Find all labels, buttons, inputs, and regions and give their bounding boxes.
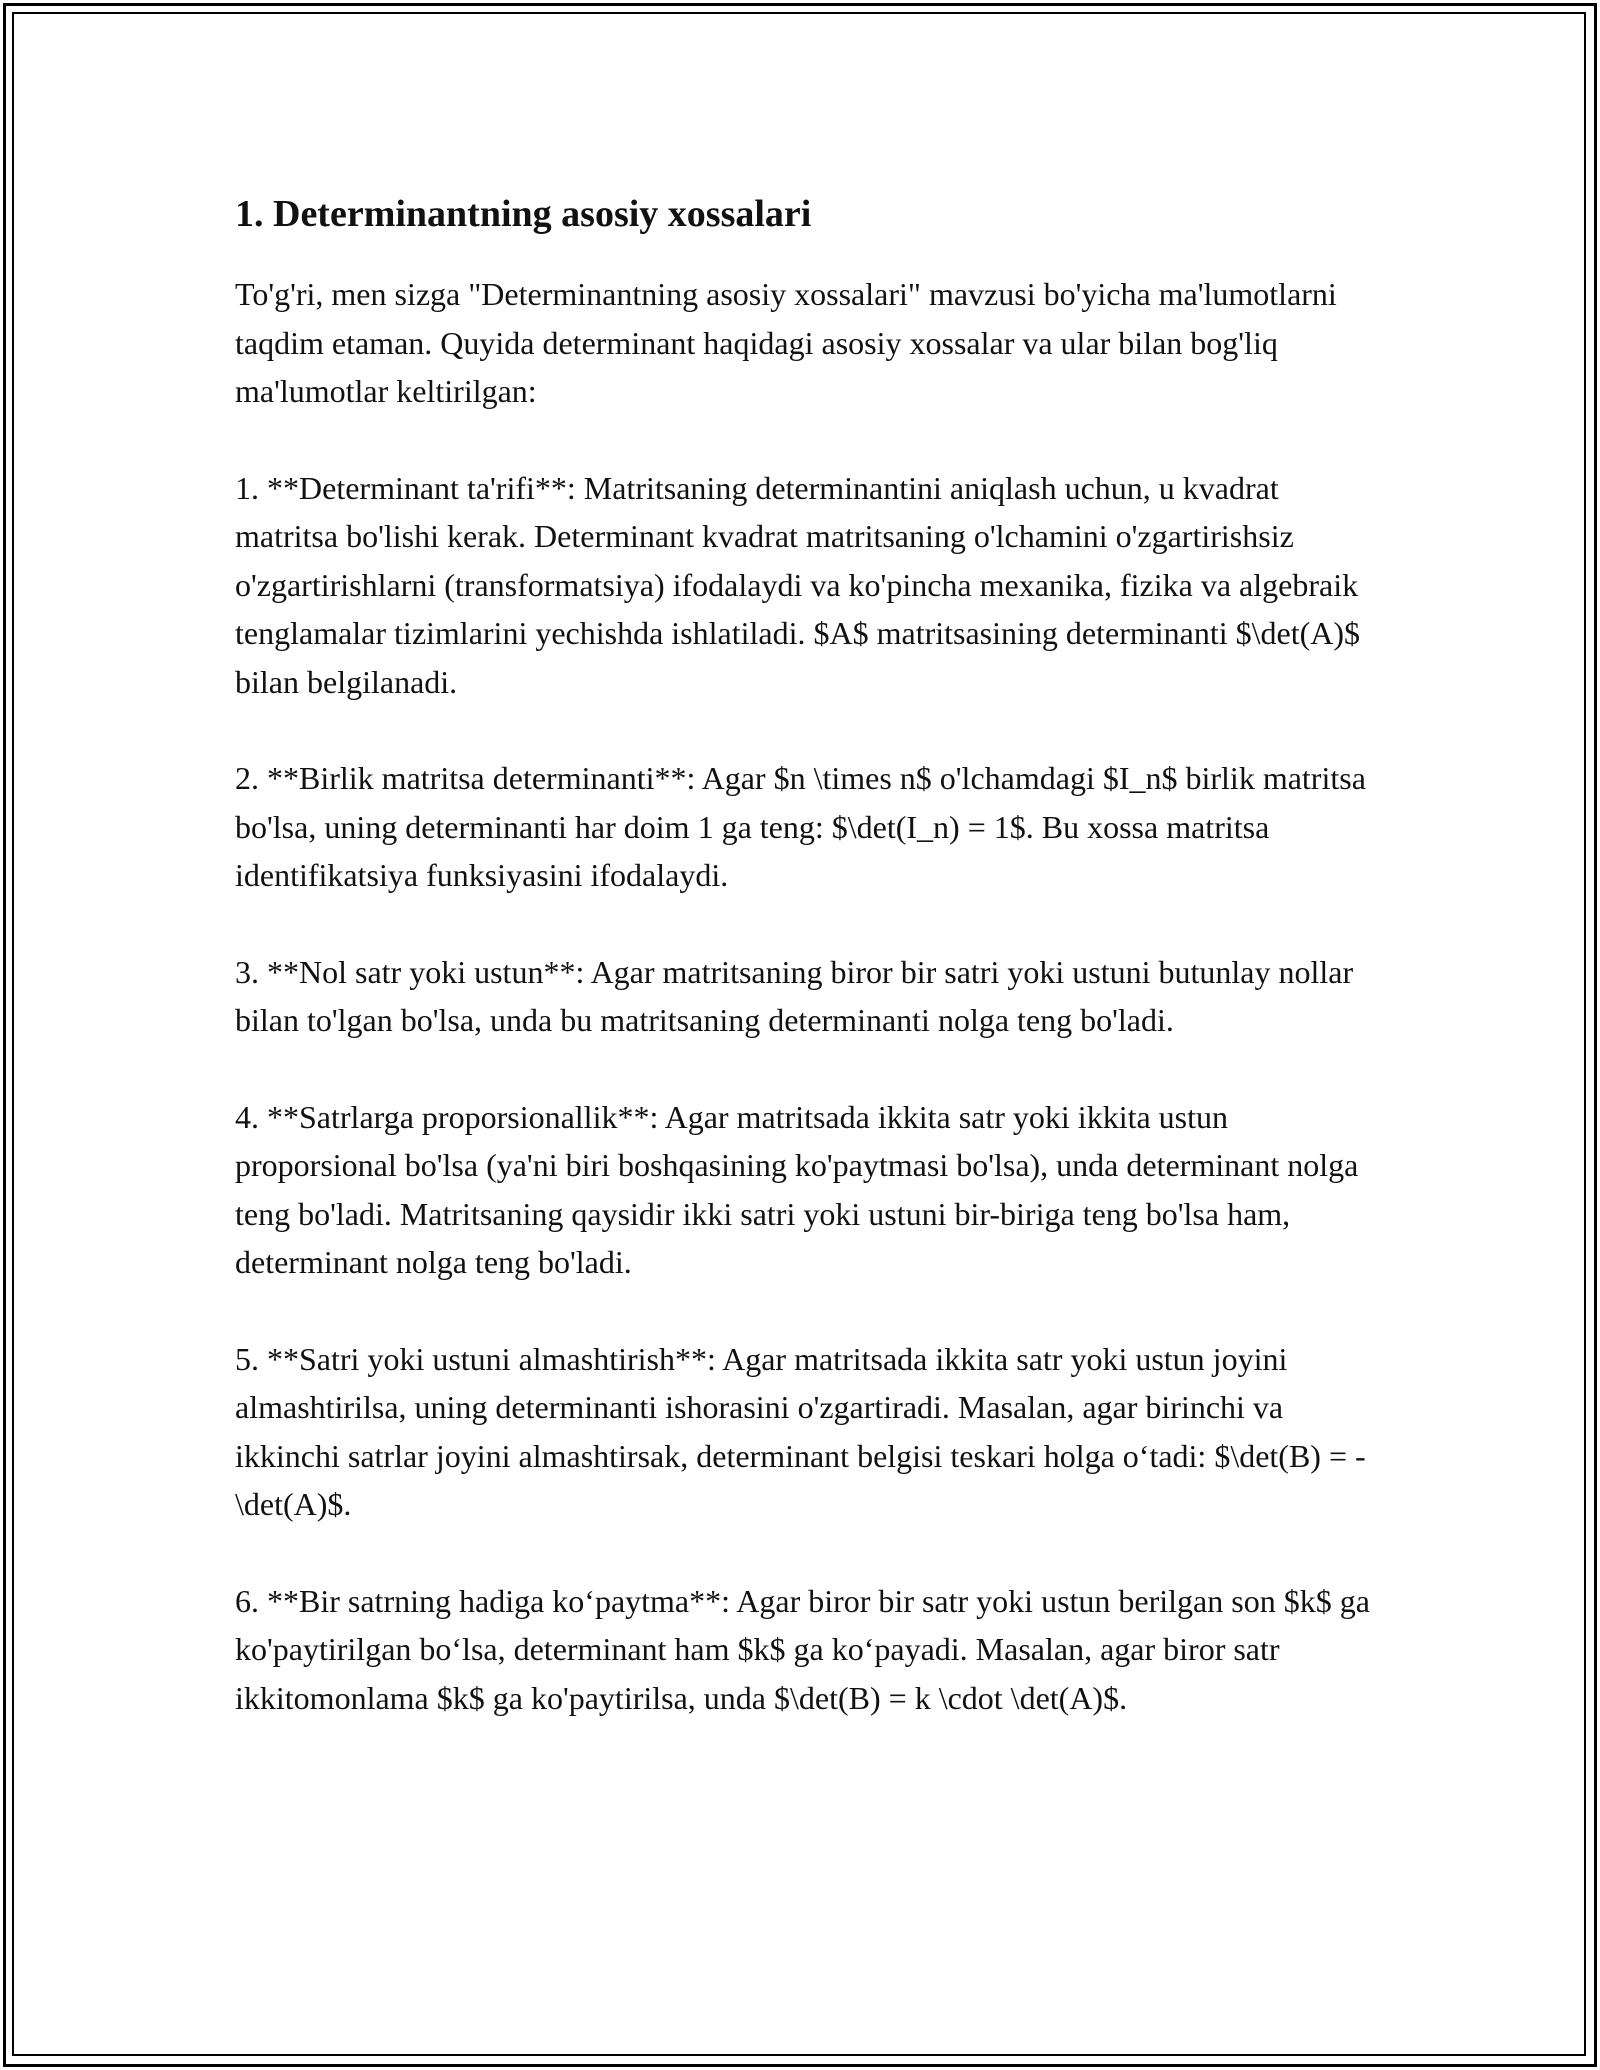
property-5-paragraph: 5. **Satri yoki ustuni almashtirish**: Agar matritsada ikkita satr yoki ustun joyini almashtirilsa, uning determinanti ishorasini o'zgartiradi. Masalan, agar birinchi va ikkinchi satrlar joyini almashtirsak, determinant belgisi teskari holga o‘tadi: $\det(B) = -\det(A)$. [235,1340,1366,1522]
property-4-paragraph: 4. **Satrlarga proporsionallik**: Agar matritsada ikkita satr yoki ikkita ustun proporsional bo'lsa (ya'ni biri boshqasining ko'paytmasi bo'lsa), unda determinant nolga teng bo'ladi. Matritsaning qaysidir ikki satri yoki ustuni bir-biriga teng bo'lsa ham, determinant nolga teng bo'ladi. [235,1098,1359,1280]
property-2-paragraph: 2. **Birlik matritsa determinanti**: Agar $n \times n$ o'lchamdagi $I_n$ birlik matritsa bo'lsa, uning determinanti har doim 1 ga teng: $\det(I_n) = 1$. Bu xossa matritsa identifikatsiya funksiyasini ifodalaydi. [235,760,1366,893]
property-3-paragraph: 3. **Nol satr yoki ustun**: Agar matritsaning biror bir satri yoki ustuni butunlay nollar bilan to'lgan bo'lsa, unda bu matritsaning determinanti nolga teng bo'ladi. [235,953,1354,1038]
property-6-paragraph: 6. **Bir satrning hadiga ko‘paytma**: Agar biror bir satr yoki ustun berilgan son $k$ ga ko'paytirilgan bo‘lsa, determinant ham $k$ ga ko‘payadi. Masalan, agar biror satr ikkitomonlama $k$ ga ko'paytirilsa, unda $\det(B) = k \cdot \det(A)$. [235,1582,1370,1716]
document-body [235,188,1375,1770]
property-1-paragraph: 1. **Determinant ta'rifi**: Matritsaning determinantini aniqlash uchun, u kvadrat matritsa bo'lishi kerak. Determinant kvadrat matritsaning o'lchamini o'zgartirishsiz o'zgartirishlarni (transformatsiya) ifodalaydi va ko'pincha mexanika, fizika va algebraik tenglamalar tizimlarini yechishda ishlatiladi. $A$ matritsasining determinanti $\det(A)$ bilan belgilanadi. [235,469,1361,700]
intro-paragraph: To'g'ri, men sizga "Determinantning asosiy xossalari" mavzusi bo'yicha ma'lumotlarni taqdim etaman. Quyida determinant haqidagi asosiy xossalar va ular bilan bog'liq ma'lumotlar keltirilgan: [235,276,1337,409]
document-heading: 1. Determinantning asosiy xossalari [235,193,812,235]
